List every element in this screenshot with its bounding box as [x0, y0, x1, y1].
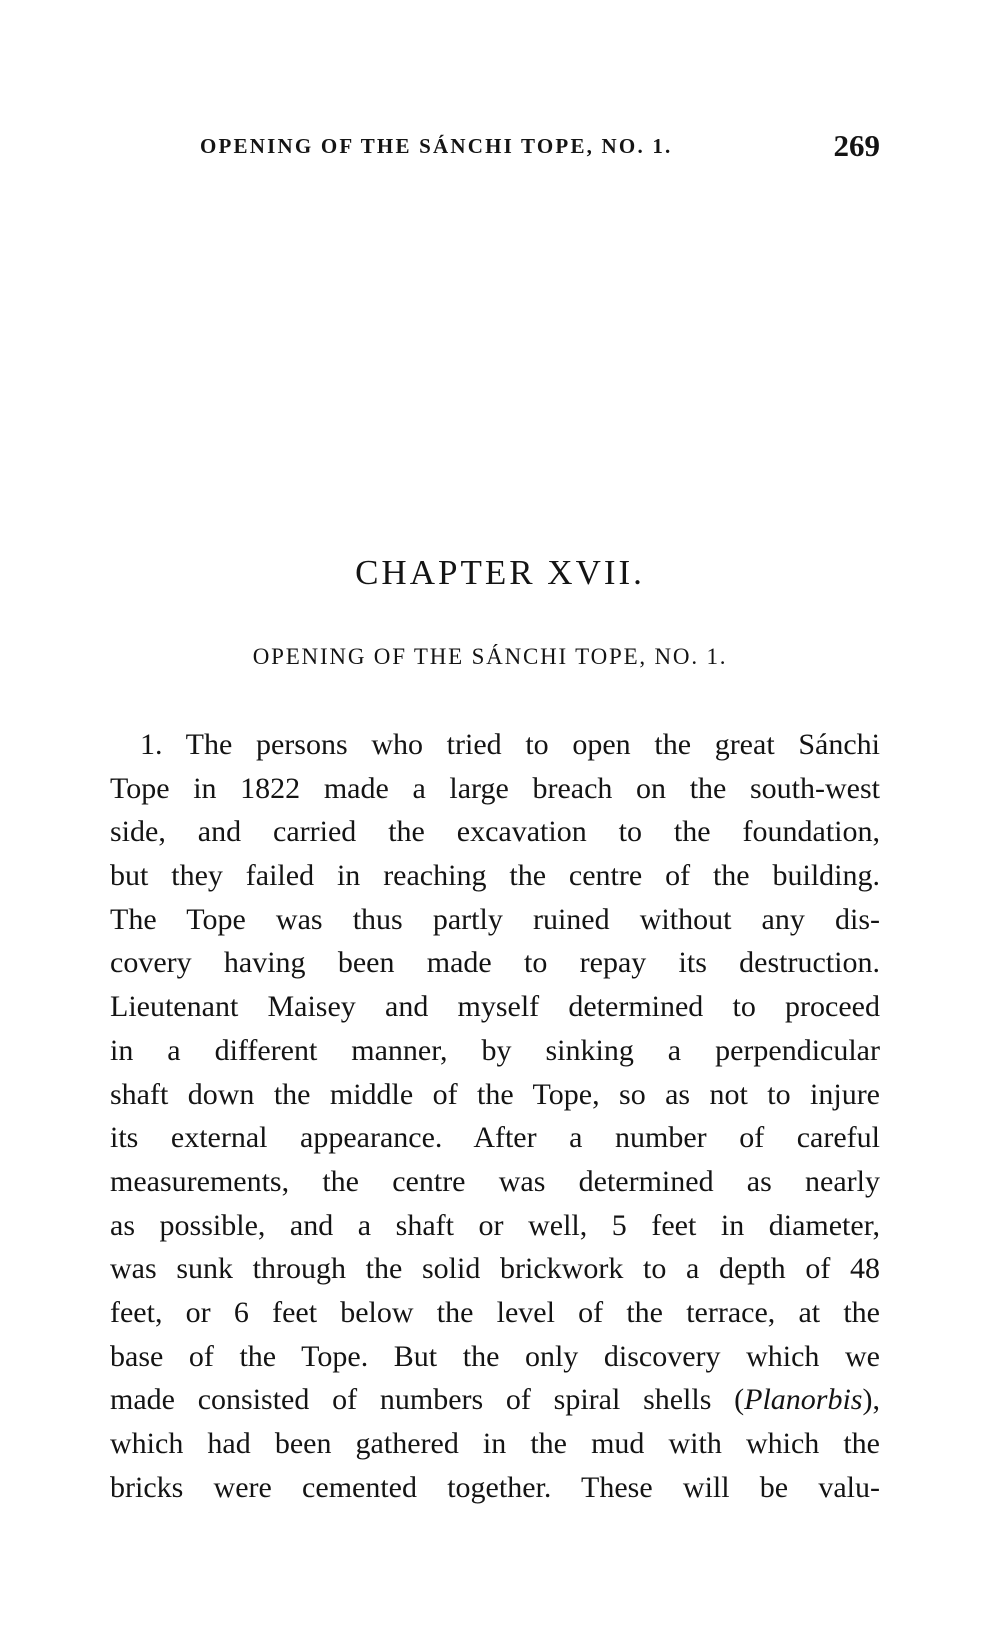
- body-paragraph: [110, 723, 880, 1509]
- text-line: but they failed in reaching the centre of the building.: [110, 859, 880, 893]
- running-head: [200, 128, 880, 168]
- species-name: Planorbis: [744, 1383, 863, 1417]
- text-line: The Tope was thus partly ruined without any dis-: [110, 902, 880, 936]
- text-line: was sunk through the solid brickwork to a depth of 48: [110, 1252, 880, 1286]
- text-line: 1. The persons who tried to open the great Sánchi: [140, 728, 880, 761]
- text-line: Lieutenant Maisey and myself determined to proceed: [110, 990, 880, 1024]
- text-line: its external appearance. After a number of careful: [110, 1121, 880, 1155]
- text-line: bricks were cemented together. These will be valu-: [110, 1470, 880, 1504]
- chapter-heading: CHAPTER XVII.: [355, 553, 645, 592]
- text-line-end: ),: [862, 1383, 880, 1417]
- text-line: covery having been made to repay its destruction.: [110, 946, 880, 980]
- text-line: shaft down the middle of the Tope, so as not to injure: [110, 1077, 880, 1111]
- running-title: OPENING OF THE SÁNCHI TOPE, NO. 1.: [200, 134, 673, 158]
- text-line: [110, 1378, 880, 1422]
- text-line: in a different manner, by sinking a perpendicular: [110, 1033, 880, 1067]
- page-number: 269: [833, 128, 880, 163]
- chapter-title: OPENING OF THE SÁNCHI TOPE, NO. 1.: [252, 644, 728, 669]
- text-line: base of the Tope. But the only discovery which we: [110, 1339, 880, 1373]
- text-line: measurements, the centre was determined as nearly: [110, 1164, 880, 1198]
- text-line: feet, or 6 feet below the level of the terrace, at the: [110, 1295, 880, 1329]
- text-line: Tope in 1822 made a large breach on the south-west: [110, 771, 880, 805]
- text-line: as possible, and a shaft or well, 5 feet in diameter,: [110, 1208, 880, 1242]
- text-line-start: made consisted of numbers of spiral shells (: [110, 1383, 745, 1417]
- text-line: side, and carried the excavation to the foundation,: [110, 815, 880, 849]
- text-line: which had been gathered in the mud with which the: [110, 1427, 880, 1460]
